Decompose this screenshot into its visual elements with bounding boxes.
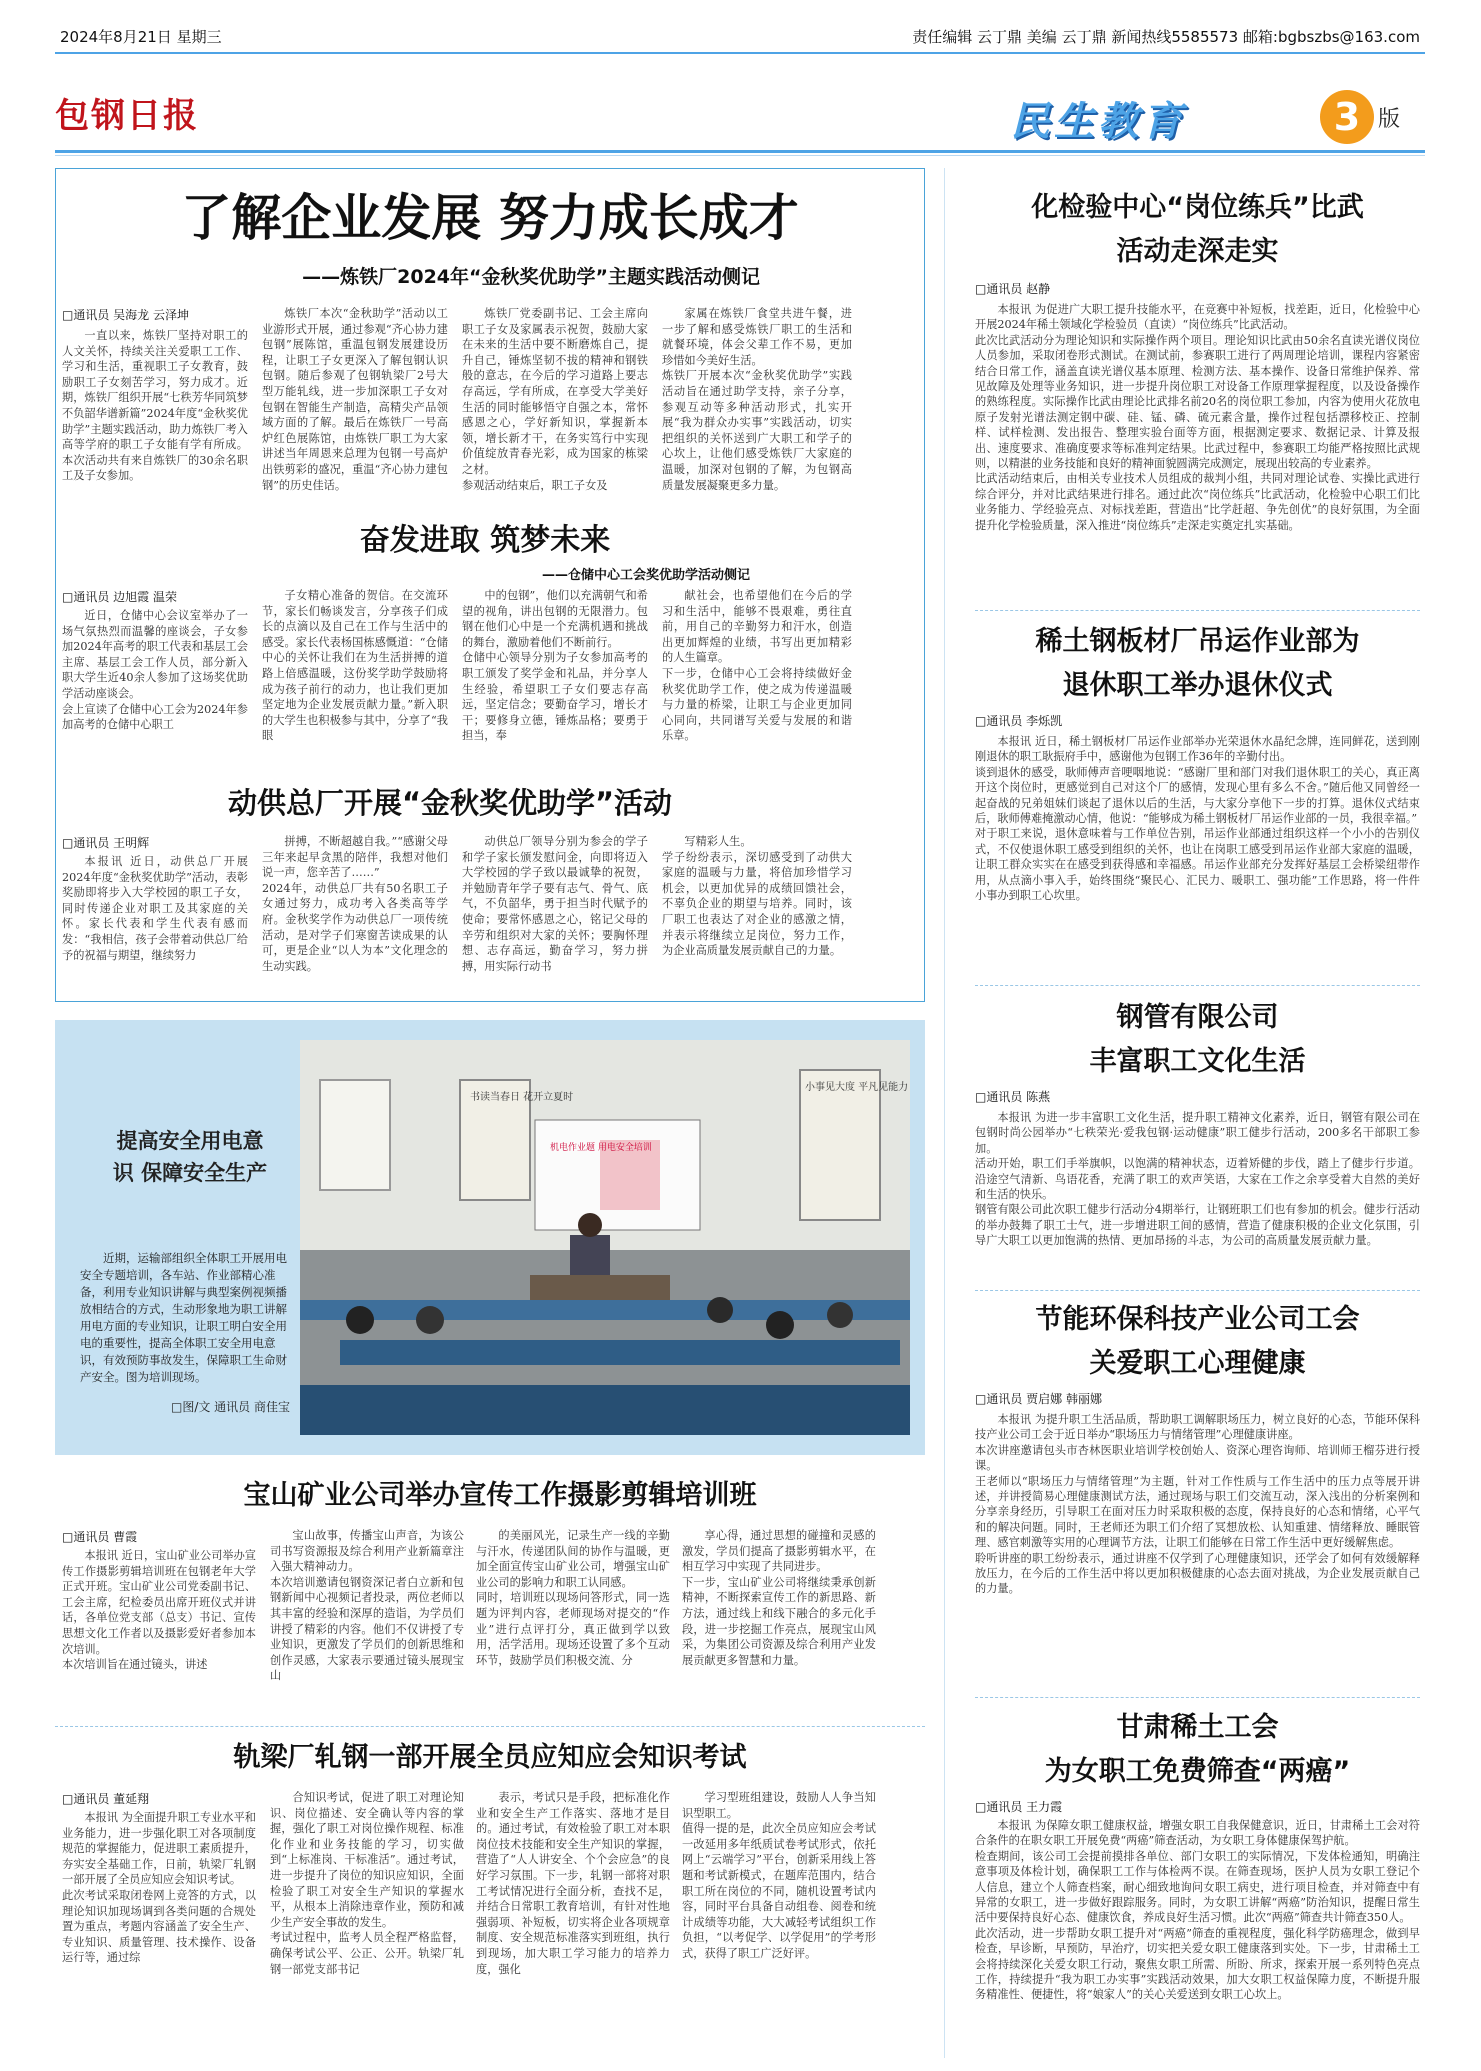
reporter: □通讯员 贾启娜 韩丽娜 xyxy=(975,1392,1102,1406)
column-text: 近日，仓储中心会议室举办了一场气氛热烈而温馨的座谈会，子女参加2024年高考的职工代表和基层工会主席、基层工会工作人员，部分新入职大学生近40余人参加了这场奖优助学活动座谈会。 会上宣读了仓储中心工会为2024年参加高考的仓储中心职工 xyxy=(62,609,248,732)
article-column xyxy=(476,1528,670,1718)
screen-text: 机电作业题 用电安全培训 xyxy=(550,1143,652,1153)
column-text: 合知识考试，促进了职工对理论知识、岗位描述、安全确认等内容的掌握，强化了职工对岗位操作规程、标准化作业和业务技能的学习，切实做到“上标准岗、干标准活”。通过考试，进一步提升了岗位的知识应知识，全面检验了职工对安全生产知识的掌握水平，从根本上消除违章作业，预防和减少生产安全事故的发生。 考试过程中，监考人员全程严格监督，确保考试公平、公正、公开。轨梁厂轧钢一部党支部书记 xyxy=(270,1791,464,1976)
article-body xyxy=(975,734,1420,974)
reporter: □通讯员 边旭霞 温荣 xyxy=(62,590,177,604)
photo-caption-title: 提高安全用电意识 保障安全生产 xyxy=(112,1128,268,1185)
divider xyxy=(975,610,1420,611)
masthead-logo: 包钢日报 xyxy=(55,96,199,136)
column-text: 表示，考试只是手段，把标准化作业和安全生产工作落实、落地才是目的。通过考试，有效检验了职工对本职岗位技术技能和安全生产知识的掌握，营造了“人人讲安全、个个会应急”的良好学习氛围。下一步，轧钢一部将对职工考试情况进行全面分析，查找不足，并结合日常职工教育培训，有针对性地强弱项、补短板，切实将企业各项规章制度、安全规范标准落实到班组，执行到现场，加大职工学习能力的培养力度，强化 xyxy=(476,1791,670,1976)
article-title xyxy=(975,620,1420,708)
column-rule xyxy=(944,168,945,2058)
article-column xyxy=(662,306,852,508)
column-text: 学习型班组建设，鼓励人人争当知识型职工。 值得一提的是，此次全员应知应会考试一改延用多年纸质试卷考试形式，依托网上“云端学习”平台，创新采用线上答题和考试新模式，在题库范围内，结合职工所在岗位的不同，随机设置考试内容，同时平台具备自动组卷、阅卷和统计成绩等功能，大大减轻考试组织工作负担，“以考促学、以学促用”的学考形式，获得了职工广泛好评。 xyxy=(682,1791,876,1960)
title-line: 关爱职工心理健康 xyxy=(1089,1348,1306,1379)
reporter: □通讯员 曹霞 xyxy=(62,1530,138,1544)
column-text: 享心得，通过思想的碰撞和灵感的激发，学员们提高了摄影剪辑水平，在相互学习中实现了共同进步。 下一步，宝山矿业公司将继续秉承创新精神，不断探索宣传工作的新思路、新方法，通过线上和线下融合的多元化手段，进一步挖掘工作亮点，展现宝山风采，为集团公司资源及综合利用产业发展贡献更多智慧和力量。 xyxy=(682,1529,876,1667)
column-text: 宝山故事，传播宝山声音，为该公司书写资源报及综合利用产业新篇章注入强大精神动力。 本次培训邀请包钢资深记者白立新和包钢新闻中心视频记者投录，两位老师以其丰富的经验和深厚的造诣，为学员们讲授了精彩的内容。他们不仅讲授了专业知识，更激发了学员们的创新思维和创作灵感，大家表示要通过镜头展现宝山 xyxy=(270,1529,464,1683)
column-text: 本报讯 近日，宝山矿业公司举办宣传工作摄影剪辑培训班在包钢老年大学正式开班。宝山矿业公司党委副书记、工会主席，纪检委员出席开班仪式并讲话，各单位党支部（总支）书记、宣传思想文化工作者以及摄影爱好者参加本次培训。 本次培训旨在通过镜头，讲述 xyxy=(62,1549,256,1672)
column-text: 写精彩人生。 学子纷纷表示，深切感受到了动供大家庭的温暖与力量，将倍加珍惜学习机会，以更加优异的成绩回馈社会，不辜负企业的期望与培养。同时，该厂职工也表达了对企业的感激之情，并表示将继续立足岗位，努力工作，为企业高质量发展贡献自己的力量。 xyxy=(662,835,852,958)
article-body xyxy=(975,1818,1420,2058)
page-header xyxy=(60,22,1420,48)
article-body xyxy=(975,1412,1420,1688)
article-title: 奋发进取 筑梦未来 xyxy=(359,523,611,558)
reporter: □通讯员 王力霞 xyxy=(975,1800,1063,1814)
column-text: 本报讯 为全面提升职工专业水平和业务能力，进一步强化职工对各项制度规范的掌握能力，促进职工素质提升，夯实安全基础工作，日前，轨梁厂轧钢一部开展了全员应知应会知识考试。 此次考试采取闭卷网上竞答的方式，以理论知识加现场调到各类问题的合规处置为重点，考题内容涵盖了安全生产、专业知识、质量管理、技术操作、设备运行等，通过综 xyxy=(62,1811,256,1965)
column-text: 中的包钢”，他们以充满朝气和希望的视角，讲出包钢的无限潜力。包钢在他们心中是一个充满机遇和挑战的舞台，激励着他们不断前行。 仓储中心领导分别为子女参加高考的职工颁发了奖学金和礼品，并分享人生经验，希望职工子女们要志存高远，坚定信念；要勤奋学习，增长才干；要修身立德，锤炼品格；要勇于担当，奉 xyxy=(462,589,648,743)
column-text: 一直以来，炼铁厂坚持对职工的人文关怀，持续关注关爱职工工作、学习和生活，重视职工子女教育，鼓励职工子女刻苦学习，努力成才。近期，炼铁厂组织开展“七秩芳华同筑梦 不负韶华谱新篇”2024年度“金秋奖优助学”主题实践活动，助力炼铁厂考入高等学府的职工子女能有学有所成。本次活动共有来自炼铁厂的30余名职工及子女参加。 xyxy=(62,329,248,483)
column-text: 献社会，也希望他们在今后的学习和生活中，能够不畏艰难，勇往直前，用自己的辛勤努力和汗水，创造出更加辉煌的业绩，书写出更加精彩的人生篇章。 下一步，仓储中心工会将持续做好金秋奖优助学工作，使之成为传递温暖与力量的桥梁，让职工与企业更加同心同向，共同谱写关爱与发展的和谐乐章。 xyxy=(662,589,852,743)
reporter: □通讯员 董延翔 xyxy=(62,1792,150,1806)
section-rule xyxy=(55,150,1425,153)
article-subtitle: ——炼铁厂2024年“金秋奖优助学”主题实践活动侧记 xyxy=(302,266,760,288)
column-text: 本报讯 近日，动供总厂开展2024年度“金秋奖优助学”活动，表彰奖励即将步入大学校园的职工子女，同时传递企业对职工及其家庭的关怀。家长代表和学生代表有感而发：“我相信，孩子会带着动供总厂给予的祝福与期望，继续努力 xyxy=(62,855,248,962)
training-photo xyxy=(300,1040,910,1435)
article-column xyxy=(476,1790,670,2055)
divider xyxy=(975,1290,1420,1291)
section-banner xyxy=(1010,88,1420,146)
article-subtitle: ——仓储中心工会奖优助学活动侧记 xyxy=(541,568,750,583)
scroll-left-text: 书读当春日 花开立夏时 xyxy=(470,1092,574,1103)
column-text: 炼铁厂党委副书记、工会主席向职工子女及家属表示祝贺，鼓励大家在未来的生活中要不断磨炼自己，提升自己，锤炼坚韧不拔的精神和钢铁般的意志，在今后的学习道路上要志存高远，学有所成，在享受大学美好生活的同时能够悟守自强之本，常怀感恩之心，学好新知识，掌握新本领，增长新才干，在务实笃行中实现价值绽放青春光彩，成为国家的栋梁之材。 参观活动结束后，职工子女及 xyxy=(462,307,648,492)
article-column xyxy=(462,306,648,508)
body-text: 本报讯 为促进广大职工提升技能水平，在竞赛中补短板，找差距，近日，化检验中心开展2024年稀土领域化学检验员（直读）“岗位练兵”比武活动。 此次比武活动分为理论知识和实际操作两个项目。理论知识比武由50余名直读光谱仪岗位人员参加，采取闭卷形式测试。在测试前，参赛职工进行了两周理论培训，课程内容紧密结合日常工作，涵盖直读光谱仪基本原理、检测方法、基本操作、设备日常维护保养、常见故障及处理等业务知识，进一步提升岗位职工对设备工作原理掌握程度，以及设备操作的熟练程度。实际操作比武由理论比武排名前20名的岗位职工参加，内容为使用火花放电原子发射光谱法测定钢中碳、硅、锰、磷、硫元素含量，操作过程包括漂移校正、控制样、试样检测、发出报告、整理实验台面等方面，根据测定要求、数据记录、计算及报出、速度要求、准确度要求等标准判定结果。比武过程中，参赛职工均能严格按照比武规则，以精湛的业务技能和良好的精神面貌圆满完成测定，展现出较高的专业素养。 比武活动结束后，由相关专业技术人员组成的裁判小组，共同对理论试卷、实操比武进行综合评分，并对比武结果进行排名。通过此次“岗位练兵”比武活动，化检验中心职工们比业务能力、学经验亮点、对标找差距，营造出“比学赶超、争先创优”的良好氛围，为全面提升化学检验质量，深入推进“岗位练兵”走深走实奠定扎实基础。 xyxy=(975,303,1420,532)
article-column xyxy=(662,834,852,994)
article-title: 宝山矿业公司举办宣传工作摄影剪辑培训班 xyxy=(243,1480,757,1511)
column-text: 家属在炼铁厂食堂共进午餐，进一步了解和感受炼铁厂职工的生活和就餐环境，体会父辈工作不易，更加珍惜如今美好生活。 炼铁厂开展本次“金秋奖优助学”实践活动旨在通过助学支持，亲子分享，参观互动等多种活动形式，扎实开展“我为群众办实事”实践活动，切实把组织的关怀送到广大职工和学子的心坎上，让他们感受炼铁厂大家庭的温暖，加深对包钢的了解，为包钢高质量发展凝聚更多力量。 xyxy=(662,307,852,492)
article-column xyxy=(462,588,648,776)
article-title: 动供总厂开展“金秋奖优助学”活动 xyxy=(227,786,673,820)
article-column xyxy=(62,1548,256,1718)
section-rule-thin xyxy=(55,155,1425,156)
reporter: □通讯员 李烁凯 xyxy=(975,714,1063,728)
column-text: 子女精心准备的贺信。在交流环节，家长们畅谈发言，分享孩子们成长的点滴以及自己在工作与生活中的感受。家长代表杨国栋感慨道：“仓储中心的关怀让我们在为生活拼搏的道路上倍感温暖，这份奖学助学鼓励将成为孩子前行的动力，也让我们更加坚定地为企业发展贡献力量。”新入职的大学生也积极参与其中，分享了“我眼 xyxy=(262,589,448,743)
article-title xyxy=(975,1706,1420,1794)
reporter: □通讯员 赵静 xyxy=(975,282,1051,296)
article-column xyxy=(62,1810,256,2055)
column-text: 动供总厂领导分别为参会的学子和学子家长颁发慰问金，向即将迈入大学校园的学子致以最诚挚的祝贺，并勉励青年学子要有志气、骨气、底气，不负韶华，勇于担当时代赋予的使命；要常怀感恩之心，铭记父母的辛劳和组织对大家的关怀；要胸怀理想、志存高远，勤奋学习，努力拼搏，用实际行动书 xyxy=(462,835,648,973)
title-line: 钢管有限公司 xyxy=(1116,1002,1279,1033)
article-column xyxy=(662,588,852,776)
title-line: 丰富职工文化生活 xyxy=(1089,1046,1306,1077)
article-title: 了解企业发展 努力成长成才 xyxy=(181,189,799,247)
body-text: 本报讯 为提升职工生活品质，帮助职工调解职场压力，树立良好的心态，节能环保科技产业公司工会于近日举办“职场压力与情绪管理”心理健康讲座。 本次讲座邀请包头市杏林医职业培训学校创始人、资深心理咨询师、培训师王榴芬进行授课。 王老师以“职场压力与情绪管理”为主题，针对工作性质与工作生活中的压力点等展开讲述，并讲授简易心理健康测试方法，通过现场与职工们交流互动，深入浅出的分析案例和分享亲身经历，引导职工在面对压力时采取积极的态度，保持良好的心态和情绪，心平气和的解决问题。同时，王老师还为职工们介绍了冥想放松、认知重建、情绪释放、睡眠管理、感官刺激等实用的心理调节方法，让职工们能够在日常工作生活中更好缓解焦虑。 聆听讲座的职工纷纷表示，通过讲座不仅学到了心理健康知识，还学会了如何有效缓解释放压力，在今后的工作生活中将以更加积极健康的心态去面对挑战，为企业发展贡献自己的力量。 xyxy=(975,1413,1420,1596)
article-column xyxy=(62,328,248,508)
article-body xyxy=(975,302,1420,600)
article-column xyxy=(682,1528,876,1718)
body-text: 本报讯 为进一步丰富职工文化生活，提升职工精神文化素养，近日，钢管有限公司在包钢时尚公园举办“七秩荣光·爱我包钢·运动健康”职工健步行活动，200多名干部职工参加。 活动开始，职工们手举旗帜，以饱满的精神状态，迈着矫健的步伐，踏上了健步行步道。沿途空气清新、鸟语花香，充满了职工的欢声笑语，大家在工作之余享受着大自然的美好和生活的快乐。 钢管有限公司此次职工健步行活动分4期举行，让钢班职工们也有参加的机会。健步行活动的举办鼓舞了职工士气，进一步增进职工间的感情，营造了健康积极的企业文化氛围，引导广大职工以更加饱满的热情、更加昂扬的斗志，为公司的高质量发展贡献力量。 xyxy=(975,1111,1420,1248)
title-line: 退休职工举办退休仪式 xyxy=(1062,670,1333,701)
article-column xyxy=(462,834,648,994)
article-column xyxy=(62,854,248,994)
article-column xyxy=(270,1790,464,2055)
reporter: □通讯员 陈燕 xyxy=(975,1090,1051,1104)
title-line: 节能环保科技产业公司工会 xyxy=(1035,1304,1360,1335)
title-line: 为女职工免费筛查“两癌” xyxy=(1044,1756,1351,1787)
divider xyxy=(975,985,1420,986)
column-text: 的美丽风光，记录生产一线的辛勤与汗水，传递团队间的协作与温暖，更加全面宣传宝山矿业公司，增强宝山矿业公司的影响力和职工认同感。 同时，培训班以现场问答形式，同一选题为评判内容，老师现场对提交的“作业”进行点评打分，真正做到学以致用，活学活用。现场还设置了多个互动环节，鼓励学员们积极交流、分 xyxy=(476,1529,670,1667)
column-text: 炼铁厂本次“金秋助学”活动以工业游形式开展，通过参观“齐心协力建包钢”展陈馆，重温包钢发展建设历程，让职工子女更深入了解包钢认识包钢。随后参观了包钢轨梁厂2号大型万能轧线，进一步加深职工子女对包钢在智能生产制造，高精尖产品领域方面的了解。最后在炼铁厂一号高炉红色展陈馆，由炼铁厂职工为大家讲述当年周恩来总理为包钢一号高炉出铁剪彩的盛况，重温“齐心协力建包钢”的历史佳话。 xyxy=(262,307,448,492)
article-column xyxy=(62,608,248,776)
title-line: 化检验中心“岗位练兵”比武 xyxy=(1031,192,1364,223)
editor-info: 责任编辑 云丁鼎 美编 云丁鼎 新闻热线5585573 邮箱:bgbszbs@163.com xyxy=(912,28,1420,46)
article-column xyxy=(682,1790,876,2055)
photo-credit: □图/文 通讯员 商佳宝 xyxy=(170,1400,290,1414)
article-column xyxy=(262,588,448,776)
page-number: 3 xyxy=(1320,90,1374,144)
issue-date: 2024年8月21日 星期三 xyxy=(60,28,222,46)
body-text: 本报讯 近日，稀土钢板材厂吊运作业部举办光荣退休水晶纪念牌，连同鲜花，送到刚刚退休的职工耿振府手中，感谢他为包钢工作36年的辛勤付出。 谈到退休的感受，耿师傅声音哽咽地说：“感谢厂里和部门对我们退休职工的关心，真正离开这个岗位时，更感觉到自己对这个厂的感情，发现心里有多么不舍。”随后他又同曾经一起奋战的兄弟姐妹们谈起了退休以后的生活，与大家分享他下一步的打算。退休仪式结束后，耿师傅难掩激动心情，他说：“能够成为稀土钢板材厂吊运作业部的一员，我很幸福。” 对于职工来说，退休意味着与工作单位告别，吊运作业部通过组织这样一个小小的告别仪式，不仅使退休职工感受到组织的关怀，也让在岗职工感受到吊运作业部大家庭的温暖，让职工群众实实在在感受到获得感和幸福感。吊运作业部充分发挥好基层工会桥梁纽带作用，从点滴小事入手，始终围绕“聚民心、汇民力、暖职工、强功能”工作思路，将一件件小事办到职工心坎里。 xyxy=(975,735,1420,903)
article-column xyxy=(262,306,448,508)
article-column xyxy=(270,1528,464,1718)
article-title: 轨梁厂轧钢一部开展全员应知应会知识考试 xyxy=(233,1742,747,1773)
header-rule xyxy=(55,52,1425,54)
article-body xyxy=(975,1110,1420,1280)
divider xyxy=(55,1726,925,1727)
scroll-right-text: 小事见大度 平凡见能力 xyxy=(805,1082,909,1093)
title-line: 稀土钢板材厂吊运作业部为 xyxy=(1035,626,1360,657)
title-line: 甘肃稀土工会 xyxy=(1116,1712,1279,1743)
body-text: 本报讯 为保障女职工健康权益，增强女职工自我保健意识，近日，甘肃稀土工会对符合条件的在职女职工开展免费“两癌”筛查活动，为女职工身体健康保驾护航。 检查期间，该公司工会提前摸排各单位、部门女职工的实际情况，下发体检通知，明确注意事项及体检计划，确保职工工作与体检两不误。在筛查现场，医护人员为女职工登记个人信息，建立个人筛查档案，耐心细致地询问女职工病史，进行项目检查，并对筛查中有异常的女职工，进一步做好跟踪服务。同时，为女职工讲解“两癌”防治知识，提醒日常生活中要保持良好心态、健康饮食，养成良好生活习惯。此次“两癌”筛查共计筛查350人。 此次活动，进一步帮助女职工提升对“两癌”筛查的重视程度，强化科学防癌理念，做到早检查，早诊断，早预防，早治疗，切实把关爱女职工健康落到实处。下一步，甘肃稀土工会将持续深化关爱女职工行动，聚焦女职工所需、所盼、所求，探索开展一系列特色亮点工作，持续提升“我为职工办实事”实践活动效果，加大女职工权益保障力度，不断提升服务精准性、便捷性，将“娘家人”的关心关爱送到女职工心坎上。 xyxy=(975,1819,1420,2002)
article-title xyxy=(975,186,1420,274)
divider xyxy=(975,1697,1420,1698)
article-column xyxy=(262,834,448,994)
page-suffix: 版 xyxy=(1378,107,1401,132)
title-line: 活动走深走实 xyxy=(1116,236,1279,267)
section-title: 民生教育 xyxy=(1010,99,1186,145)
training-room-image xyxy=(300,1040,910,1435)
photo-caption: 近期，运输部组织全体职工开展用电安全专题培训，各车站、作业部精心准备，利用专业知识讲解与典型案例视频播放相结合的方式，生动形象地为职工讲解用电方面的专业知识，让职工明白安全用电的重要性，提高全体职工安全用电意识，有效预防事故发生，保障职工生命财产安全。图为培训现场。 xyxy=(80,1251,287,1384)
reporter: □通讯员 王明辉 xyxy=(62,836,150,850)
article-title xyxy=(975,1298,1420,1386)
reporter: □通讯员 吴海龙 云泽坤 xyxy=(62,308,189,322)
column-text: 拼搏，不断超越自我。”“感谢父母三年来起早贪黑的陪伴，我想对他们说一声，您辛苦了……” 2024年，动供总厂共有50名职工子女通过努力，成功考入各类高等学府。金秋奖学作为动供总厂一项传统活动，是对学子们寒窗苦读成果的认可，更是企业“以人为本”文化理念的生动实践。 xyxy=(262,835,448,973)
article-title xyxy=(975,996,1420,1084)
